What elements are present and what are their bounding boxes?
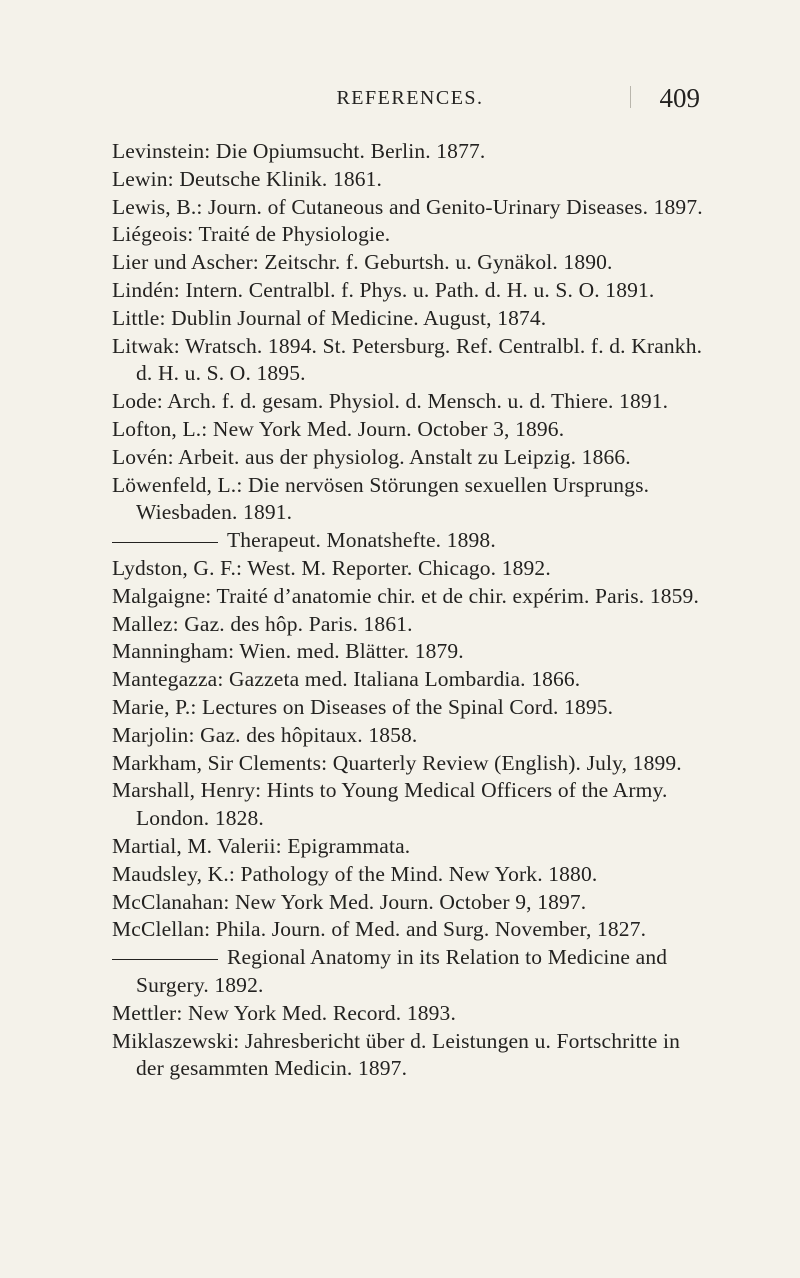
reference-entry-continuation bbox=[112, 527, 708, 555]
reference-entry bbox=[112, 611, 708, 639]
reference-text: Litwak: Wratsch. 1894. St. Petersburg. Ref. Centralbl. f. d. Krankh. d. H. u. S. O. 1895. bbox=[112, 333, 703, 386]
reference-text: Mantegazza: Gazzeta med. Italiana Lombardia. 1866. bbox=[112, 667, 581, 692]
reference-text: Lydston, G. F.: West. M. Reporter. Chicago. 1892. bbox=[112, 555, 551, 580]
gutter-mark bbox=[630, 86, 631, 108]
page-number: 409 bbox=[659, 83, 700, 113]
reference-entry bbox=[112, 583, 708, 611]
running-title: REFERENCES. bbox=[336, 87, 484, 109]
reference-entry bbox=[112, 305, 708, 333]
reference-text: McClellan: Phila. Journ. of Med. and Surg. November, 1827. bbox=[112, 917, 647, 942]
ditto-rule bbox=[112, 542, 218, 543]
reference-text: Little: Dublin Journal of Medicine. August, 1874. bbox=[112, 305, 547, 330]
reference-entry bbox=[112, 1000, 708, 1028]
reference-text: Lewin: Deutsche Klinik. 1861. bbox=[112, 166, 383, 191]
reference-text: Lewis, B.: Journ. of Cutaneous and Genito-Urinary Diseases. 1897. bbox=[112, 194, 703, 219]
reference-entry bbox=[112, 333, 708, 389]
reference-text: Therapeut. Monatshefte. 1898. bbox=[227, 528, 496, 553]
page-header bbox=[120, 83, 700, 119]
reference-entry bbox=[112, 555, 708, 583]
reference-entry bbox=[112, 194, 708, 222]
reference-text: Levinstein: Die Opiumsucht. Berlin. 1877. bbox=[112, 139, 486, 163]
reference-text: Markham, Sir Clements: Quarterly Review (English). July, 1899. bbox=[112, 750, 682, 775]
reference-entry bbox=[112, 277, 708, 305]
reference-text: Mettler: New York Med. Record. 1893. bbox=[112, 1000, 456, 1025]
reference-text: Lofton, L.: New York Med. Journ. October 3, 1896. bbox=[112, 416, 565, 441]
reference-entry bbox=[112, 861, 708, 889]
reference-entry bbox=[112, 750, 708, 778]
reference-entry bbox=[112, 694, 708, 722]
reference-text: Martial, M. Valerii: Epigrammata. bbox=[112, 833, 411, 858]
reference-entry bbox=[112, 638, 708, 666]
reference-text: Marjolin: Gaz. des hôpitaux. 1858. bbox=[112, 722, 418, 747]
reference-entry bbox=[112, 388, 708, 416]
reference-text: Lier und Ascher: Zeitschr. f. Geburtsh. u. Gynäkol. 1890. bbox=[112, 250, 613, 275]
reference-text: Marshall, Henry: Hints to Young Medical Officers of the Army. London. 1828. bbox=[112, 778, 668, 831]
reference-text: Lovén: Arbeit. aus der physiolog. Anstalt zu Leipzig. 1866. bbox=[112, 444, 631, 469]
reference-entry bbox=[112, 666, 708, 694]
ditto-rule bbox=[112, 959, 218, 960]
reference-entry bbox=[112, 249, 708, 277]
reference-entry bbox=[112, 1028, 708, 1084]
reference-list bbox=[112, 138, 708, 1083]
reference-entry bbox=[112, 416, 708, 444]
reference-entry bbox=[112, 833, 708, 861]
reference-entry bbox=[112, 221, 708, 249]
reference-text: Marie, P.: Lectures on Diseases of the Spinal Cord. 1895. bbox=[112, 694, 614, 719]
reference-entry bbox=[112, 722, 708, 750]
reference-entry bbox=[112, 889, 708, 917]
reference-text: Liégeois: Traité de Physiologie. bbox=[112, 222, 391, 247]
reference-text: Lode: Arch. f. d. gesam. Physiol. d. Mensch. u. d. Thiere. 1891. bbox=[112, 389, 669, 414]
reference-entry bbox=[112, 472, 708, 528]
reference-text: Mallez: Gaz. des hôp. Paris. 1861. bbox=[112, 611, 413, 636]
reference-text: Maudsley, K.: Pathology of the Mind. New York. 1880. bbox=[112, 861, 598, 886]
reference-text: Malgaigne: Traité d’anatomie chir. et de chir. expérim. Paris. 1859. bbox=[112, 583, 699, 608]
reference-entry bbox=[112, 444, 708, 472]
reference-entry-continuation bbox=[112, 944, 708, 1000]
reference-text: McClanahan: New York Med. Journ. October 9, 1897. bbox=[112, 889, 587, 914]
reference-text: Löwenfeld, L.: Die nervösen Störungen sexuellen Ursprungs. Wiesbaden. 1891. bbox=[112, 472, 650, 525]
reference-text: Regional Anatomy in its Relation to Medicine and Surgery. 1892. bbox=[136, 945, 668, 997]
reference-entry bbox=[112, 138, 708, 166]
reference-text: Lindén: Intern. Centralbl. f. Phys. u. Path. d. H. u. S. O. 1891. bbox=[112, 277, 655, 302]
reference-text: Miklaszewski: Jahresbericht über d. Leistungen u. Fortschritte in der gesammten Medicin. 1897. bbox=[112, 1028, 681, 1081]
reference-entry bbox=[112, 166, 708, 194]
reference-entry bbox=[112, 916, 708, 944]
reference-text: Manningham: Wien. med. Blätter. 1879. bbox=[112, 639, 464, 664]
reference-entry bbox=[112, 777, 708, 833]
